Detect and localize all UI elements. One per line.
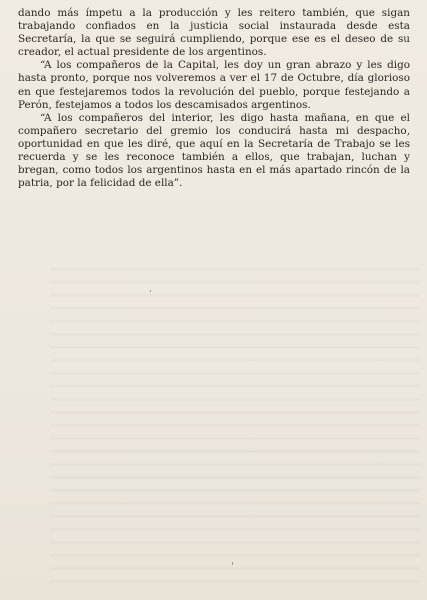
- paragraph-3: “A los compañeros del interior, les digo hasta mañana, en que el compañero secretario del gremio los conducirá hasta mi despacho, oportunidad en que les diré, que aquí en la Secretaría de Trabajo se les recuerda y se les reconoce también a ellos, que trabajan, luchan y bregan, como todos los argentinos hasta en el más apartado rincón de la patria, por la felicidad de ella”.: [18, 111, 410, 190]
- paragraph-2: “A los compañeros de la Capital, les doy un gran abrazo y les digo hasta pronto, porque nos volveremos a ver el 17 de Octubre, día glorioso en que festejaremos todos la revolución del pueblo, porque festejando a Perón, festejamos a todos los descamisados argentinos.: [18, 59, 410, 111]
- body-text: [18, 7, 410, 190]
- paper-speck: [232, 562, 233, 565]
- bleed-through-texture: [50, 262, 420, 592]
- paper-speck: [150, 290, 151, 292]
- paragraph-1: dando más ímpetu a la producción y les reitero también, que sigan trabajando confiados en la justicia social instaurada desde esta Secretaría, la que se seguirá cumpliendo, porque ese es el deseo de su creador, el actual presidente de los argentinos.: [18, 7, 410, 59]
